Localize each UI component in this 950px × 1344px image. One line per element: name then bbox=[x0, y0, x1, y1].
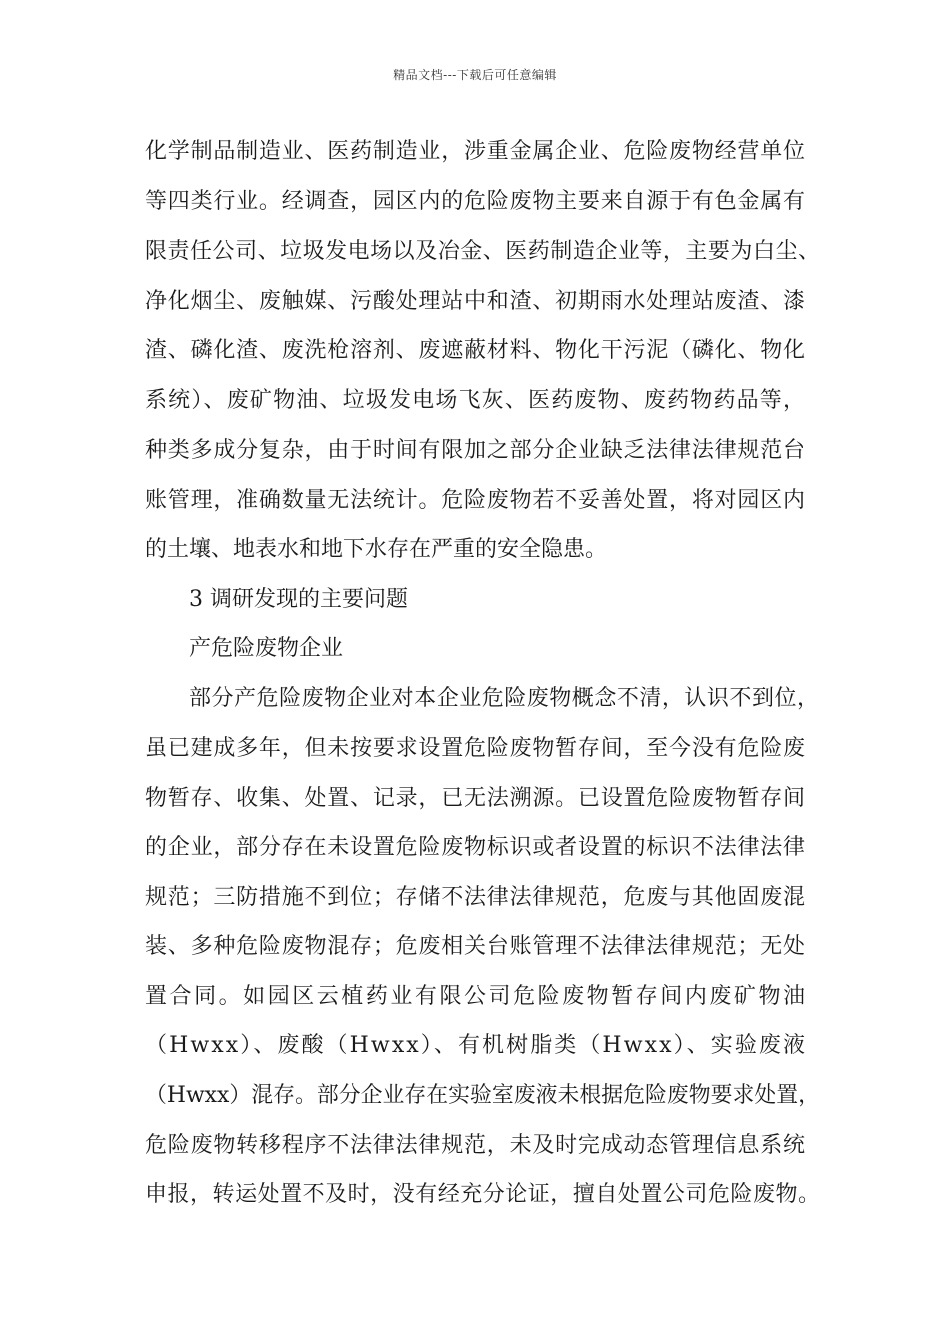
paragraph-line: 净化烟尘、废触媒、污酸处理站中和渣、初期雨水处理站废渣、漆 bbox=[145, 289, 806, 314]
paragraph-line: 系统）、废矿物油、垃圾发电场飞灰、医药废物、废药物药品等， bbox=[145, 388, 807, 413]
paragraph-line: 置合同。如园区云植药业有限公司危险废物暂存间内废矿物油 bbox=[145, 984, 808, 1009]
section-heading: 3 调研发现的主要问题 bbox=[189, 587, 408, 612]
paragraph-line: 等四类行业。经调查，园区内的危险废物主要来自源于有色金属有 bbox=[145, 189, 806, 214]
paragraph-line: 账管理，准确数量无法统计。危险废物若不妥善处置，将对园区内 bbox=[145, 488, 806, 513]
paragraph-line: 的土壤、地表水和地下水存在严重的安全隐患。 bbox=[145, 537, 608, 562]
paragraph-line: 装、多种危险废物混存；危废相关台账管理不法律法律规范；无处 bbox=[145, 934, 806, 959]
paragraph-line: （Hwxx）、废酸（Hwxx）、有机树脂类（Hwxx）、实验废液 bbox=[145, 1033, 808, 1058]
paragraph-line: 危险废物转移程序不法律法律规范，未及时完成动态管理信息系统 bbox=[145, 1133, 806, 1158]
paragraph-line: 的企业，部分存在未设置危险废物标识或者设置的标识不法律法律 bbox=[145, 835, 806, 860]
paragraph-line: 化学制品制造业、医药制造业，涉重金属企业、危险废物经营单位 bbox=[145, 139, 806, 164]
paragraph-line: 渣、磷化渣、废洗枪溶剂、废遮蔽材料、物化干污泥（磷化、物化 bbox=[145, 338, 806, 363]
paragraph-line: 物暂存、收集、处置、记录，已无法溯源。已设置危险废物暂存间 bbox=[145, 786, 806, 811]
paragraph-line: 部分产危险废物企业对本企业危险废物概念不清，认识不到位， bbox=[189, 686, 820, 711]
page-header: 精品文档---下载后可任意编辑 bbox=[393, 68, 557, 82]
paragraph-line: 种类多成分复杂，由于时间有限加之部分企业缺乏法律法律规范台 bbox=[145, 438, 806, 463]
paragraph-line: 规范；三防措施不到位；存储不法律法律规范，危废与其他固废混 bbox=[145, 885, 806, 910]
paragraph-line: （Hwxx）混存。部分企业存在实验室废液未根据危险废物要求处置， bbox=[145, 1083, 820, 1108]
paragraph-line: 申报，转运处置不及时，没有经充分论证，擅自处置公司危险废物。 bbox=[145, 1182, 821, 1207]
paragraph-line: 虽已建成多年，但未按要求设置危险废物暂存间，至今没有危险废 bbox=[145, 736, 806, 761]
paragraph-line: 限责任公司、垃圾发电场以及冶金、医药制造企业等，主要为白尘、 bbox=[145, 239, 821, 264]
subsection-heading: 产危险废物企业 bbox=[189, 636, 344, 661]
